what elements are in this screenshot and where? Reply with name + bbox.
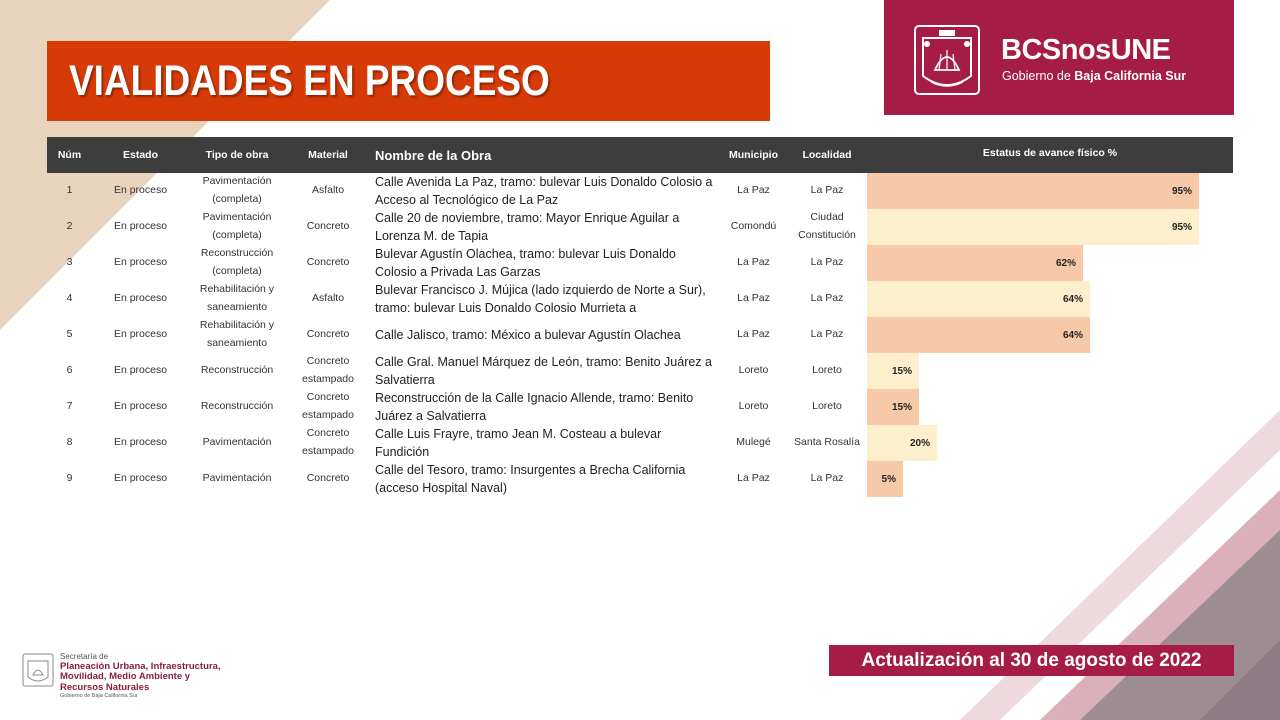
avance-bar: 20%: [867, 425, 937, 461]
cell-material: Asfalto: [311, 184, 345, 197]
cell-material: Concreto estampado: [302, 355, 354, 385]
cell-tipo: Reconstrucción: [200, 364, 274, 377]
cell-num: 6: [66, 364, 73, 377]
cell-num: 7: [66, 400, 73, 413]
cell-num: 2: [66, 220, 73, 233]
cell-material: Concreto: [306, 256, 350, 269]
table-row: [47, 173, 1233, 209]
cell-estado: En proceso: [113, 292, 168, 305]
cell-municipio: Mulegé: [736, 436, 771, 449]
cell-obra: Calle 20 de noviembre, tramo: Mayor Enrique Aguilar a Lorenza M. de Tapia: [375, 210, 680, 243]
cell-estado: En proceso: [113, 328, 168, 341]
cell-municipio: Comondú: [730, 220, 777, 233]
cell-tipo: Pavimentación: [202, 436, 272, 449]
cell-tipo: Pavimentación: [202, 472, 272, 485]
avance-bar: 64%: [867, 317, 1090, 353]
secretaria-line-1: Planeación Urbana, Infraestructura,: [60, 660, 221, 672]
cell-tipo: Pavimentación (completa): [202, 175, 272, 205]
cell-localidad: La Paz: [810, 472, 844, 485]
update-date-banner: Actualización al 30 de agosto de 2022: [829, 645, 1234, 676]
state-seal-icon: [913, 24, 981, 96]
table-row: [47, 425, 1233, 461]
cell-localidad: Loreto: [812, 400, 842, 413]
cell-num: 1: [66, 184, 73, 197]
cell-localidad: Loreto: [812, 364, 842, 377]
header-num: Núm: [57, 149, 82, 161]
avance-bar: 15%: [867, 353, 919, 389]
cell-obra: Reconstrucción de la Calle Ignacio Allende, tramo: Benito Juárez a Salvatierra: [375, 390, 694, 423]
cell-num: 3: [66, 256, 73, 269]
cell-material: Concreto: [306, 220, 350, 233]
secretaria-label: [60, 653, 221, 699]
secretaria-line-2: Movilidad, Medio Ambiente y: [60, 671, 191, 683]
cell-municipio: La Paz: [737, 184, 770, 197]
cell-estado: En proceso: [113, 400, 168, 413]
cell-municipio: Loreto: [738, 400, 769, 413]
cell-localidad: La Paz: [810, 256, 844, 269]
cell-localidad: Ciudad Constitución: [798, 211, 856, 241]
cell-tipo: Reconstrucción (completa): [200, 247, 274, 277]
page-title: VIALIDADES EN PROCESO: [69, 56, 550, 105]
cell-estado: En proceso: [113, 436, 168, 449]
cell-tipo: Reconstrucción: [200, 400, 274, 413]
cell-municipio: La Paz: [737, 328, 770, 341]
header-material: Material: [308, 149, 348, 161]
cell-estado: En proceso: [113, 220, 168, 233]
secretaria-line-0: Secretaría de: [60, 652, 109, 661]
cell-material: Concreto estampado: [302, 391, 354, 421]
cell-material: Asfalto: [311, 292, 345, 305]
secretaria-line-3: Recursos Naturales: [60, 681, 150, 693]
header-localidad: Localidad: [802, 149, 852, 161]
cell-municipio: La Paz: [737, 292, 770, 305]
cell-material: Concreto: [306, 328, 350, 341]
header-municipio: Municipio: [729, 149, 778, 161]
cell-material: Concreto: [306, 472, 350, 485]
brand-subtitle-prefix: Gobierno de: [1002, 69, 1075, 83]
cell-municipio: La Paz: [737, 472, 770, 485]
table-row: [47, 317, 1233, 353]
cell-obra: Calle Avenida La Paz, tramo: bulevar Luis Donaldo Colosio a Acceso al Tecnológico de La Paz: [375, 174, 713, 207]
avance-bar: 5%: [867, 461, 903, 497]
table-row: [47, 389, 1233, 425]
cell-obra: Bulevar Francisco J. Mújica (lado izquierdo de Norte a Sur), tramo: bulevar Luis Donaldo Colosio Murrieta a: [375, 282, 706, 315]
brand-subtitle: [1002, 69, 1186, 83]
vialidades-table: [47, 137, 1233, 497]
table-row: [47, 353, 1233, 389]
header-obra: Nombre de la Obra: [375, 147, 492, 163]
secretaria-line-4: Gobierno de Baja California Sur: [60, 693, 138, 700]
avance-bar: 95%: [867, 209, 1199, 245]
cell-localidad: La Paz: [810, 292, 844, 305]
cell-num: 8: [66, 436, 73, 449]
table-header: [47, 137, 1233, 173]
cell-obra: Calle del Tesoro, tramo: Insurgentes a Brecha California (acceso Hospital Naval): [375, 462, 686, 495]
brand-logo-block: [884, 0, 1234, 115]
table-row: [47, 461, 1233, 497]
cell-num: 5: [66, 328, 73, 341]
cell-localidad: Santa Rosalía: [794, 436, 860, 449]
cell-obra: Calle Jalisco, tramo: México a bulevar Agustín Olachea: [375, 327, 681, 342]
header-estado: Estado: [122, 149, 158, 161]
cell-obra: Calle Gral. Manuel Márquez de León, tramo: Benito Juárez a Salvatierra: [375, 354, 712, 387]
brand-name: BCSnosUNE: [1001, 34, 1171, 66]
cell-tipo: Rehabilitación y saneamiento: [199, 319, 275, 349]
secretaria-seal-icon: [22, 653, 54, 687]
cell-municipio: Loreto: [738, 364, 769, 377]
header-tipo: Tipo de obra: [205, 149, 269, 161]
cell-tipo: Rehabilitación y saneamiento: [199, 283, 275, 313]
table-row: [47, 245, 1233, 281]
avance-bar: 95%: [867, 173, 1199, 209]
cell-localidad: La Paz: [810, 328, 844, 341]
cell-localidad: La Paz: [810, 184, 844, 197]
cell-estado: En proceso: [113, 184, 168, 197]
table-body: [47, 173, 1233, 497]
cell-num: 9: [66, 472, 73, 485]
cell-estado: En proceso: [113, 472, 168, 485]
title-banner: [47, 41, 770, 121]
cell-estado: En proceso: [113, 364, 168, 377]
brand-subtitle-bold: Baja California Sur: [1074, 69, 1187, 83]
avance-bar: 64%: [867, 281, 1090, 317]
cell-num: 4: [66, 292, 73, 305]
table-row: [47, 209, 1233, 245]
header-avance: Estatus de avance físico %: [982, 147, 1118, 159]
cell-municipio: La Paz: [737, 256, 770, 269]
cell-obra: Calle Luis Frayre, tramo Jean M. Costeau a bulevar Fundición: [375, 426, 662, 459]
cell-estado: En proceso: [113, 256, 168, 269]
cell-tipo: Pavimentación (completa): [202, 211, 272, 241]
avance-bar: 62%: [867, 245, 1083, 281]
avance-bar: 15%: [867, 389, 919, 425]
cell-material: Concreto estampado: [302, 427, 354, 457]
cell-obra: Bulevar Agustín Olachea, tramo: bulevar Luis Donaldo Colosio a Privada Las Garzas: [375, 246, 676, 279]
table-row: [47, 281, 1233, 317]
